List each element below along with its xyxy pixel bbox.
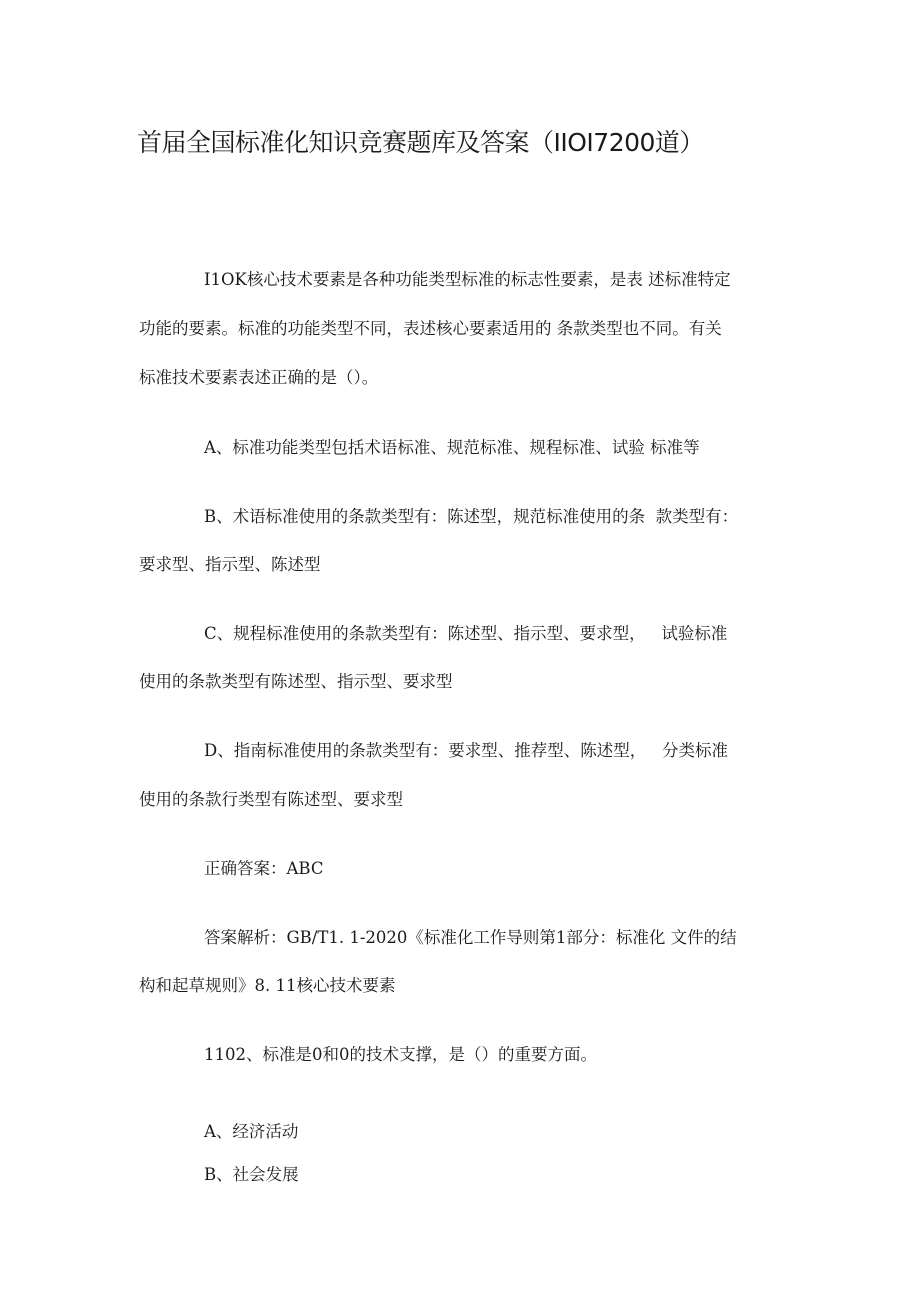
option-d-line: D、指南标准使用的条款类型有：要求型、推荐型、陈述型， 分类标准 xyxy=(204,741,728,760)
question-stem-line: 功能的要素。标准的功能类型不同，表述核心要素适用的 条款类型也不同。有关 xyxy=(139,319,722,338)
question-stem-line: I1OK核心技术要素是各种功能类型标准的标志性要素，是表 述标准特定 xyxy=(204,270,731,289)
answer-analysis-line: 答案解析：GB/T1. 1-2020《标准化工作导则第1部分：标准化 文件的结 xyxy=(204,928,737,947)
option-c-line: 使用的条款类型有陈述型、指示型、要求型 xyxy=(139,672,453,691)
answer-analysis-line: 构和起草规则》8. 11核心技术要素 xyxy=(139,976,396,995)
option-b-line: B、社会发展 xyxy=(204,1165,299,1184)
option-a-line: A、经济活动 xyxy=(204,1122,299,1141)
option-d-line: 使用的条款行类型有陈述型、要求型 xyxy=(139,790,403,809)
option-b-line: B、术语标准使用的条款类型有：陈述型，规范标准使用的条 款类型有： xyxy=(204,507,739,526)
question-stem-line: 1102、标准是0和0的技术支撑，是（）的重要方面。 xyxy=(204,1045,597,1064)
document-title: 首届全国标准化知识竞赛题库及答案（IIOI7200道） xyxy=(137,128,704,157)
option-c-line: C、规程标准使用的条款类型有：陈述型、指示型、要求型， 试验标准 xyxy=(204,624,728,643)
option-b-line: 要求型、指示型、陈述型 xyxy=(139,555,321,574)
option-a-line: A、标准功能类型包括术语标准、规范标准、规程标准、试验 标准等 xyxy=(204,438,700,457)
question-stem-line: 标准技术要素表述正确的是（）。 xyxy=(139,368,379,387)
correct-answer: 正确答案：ABC xyxy=(204,859,324,878)
